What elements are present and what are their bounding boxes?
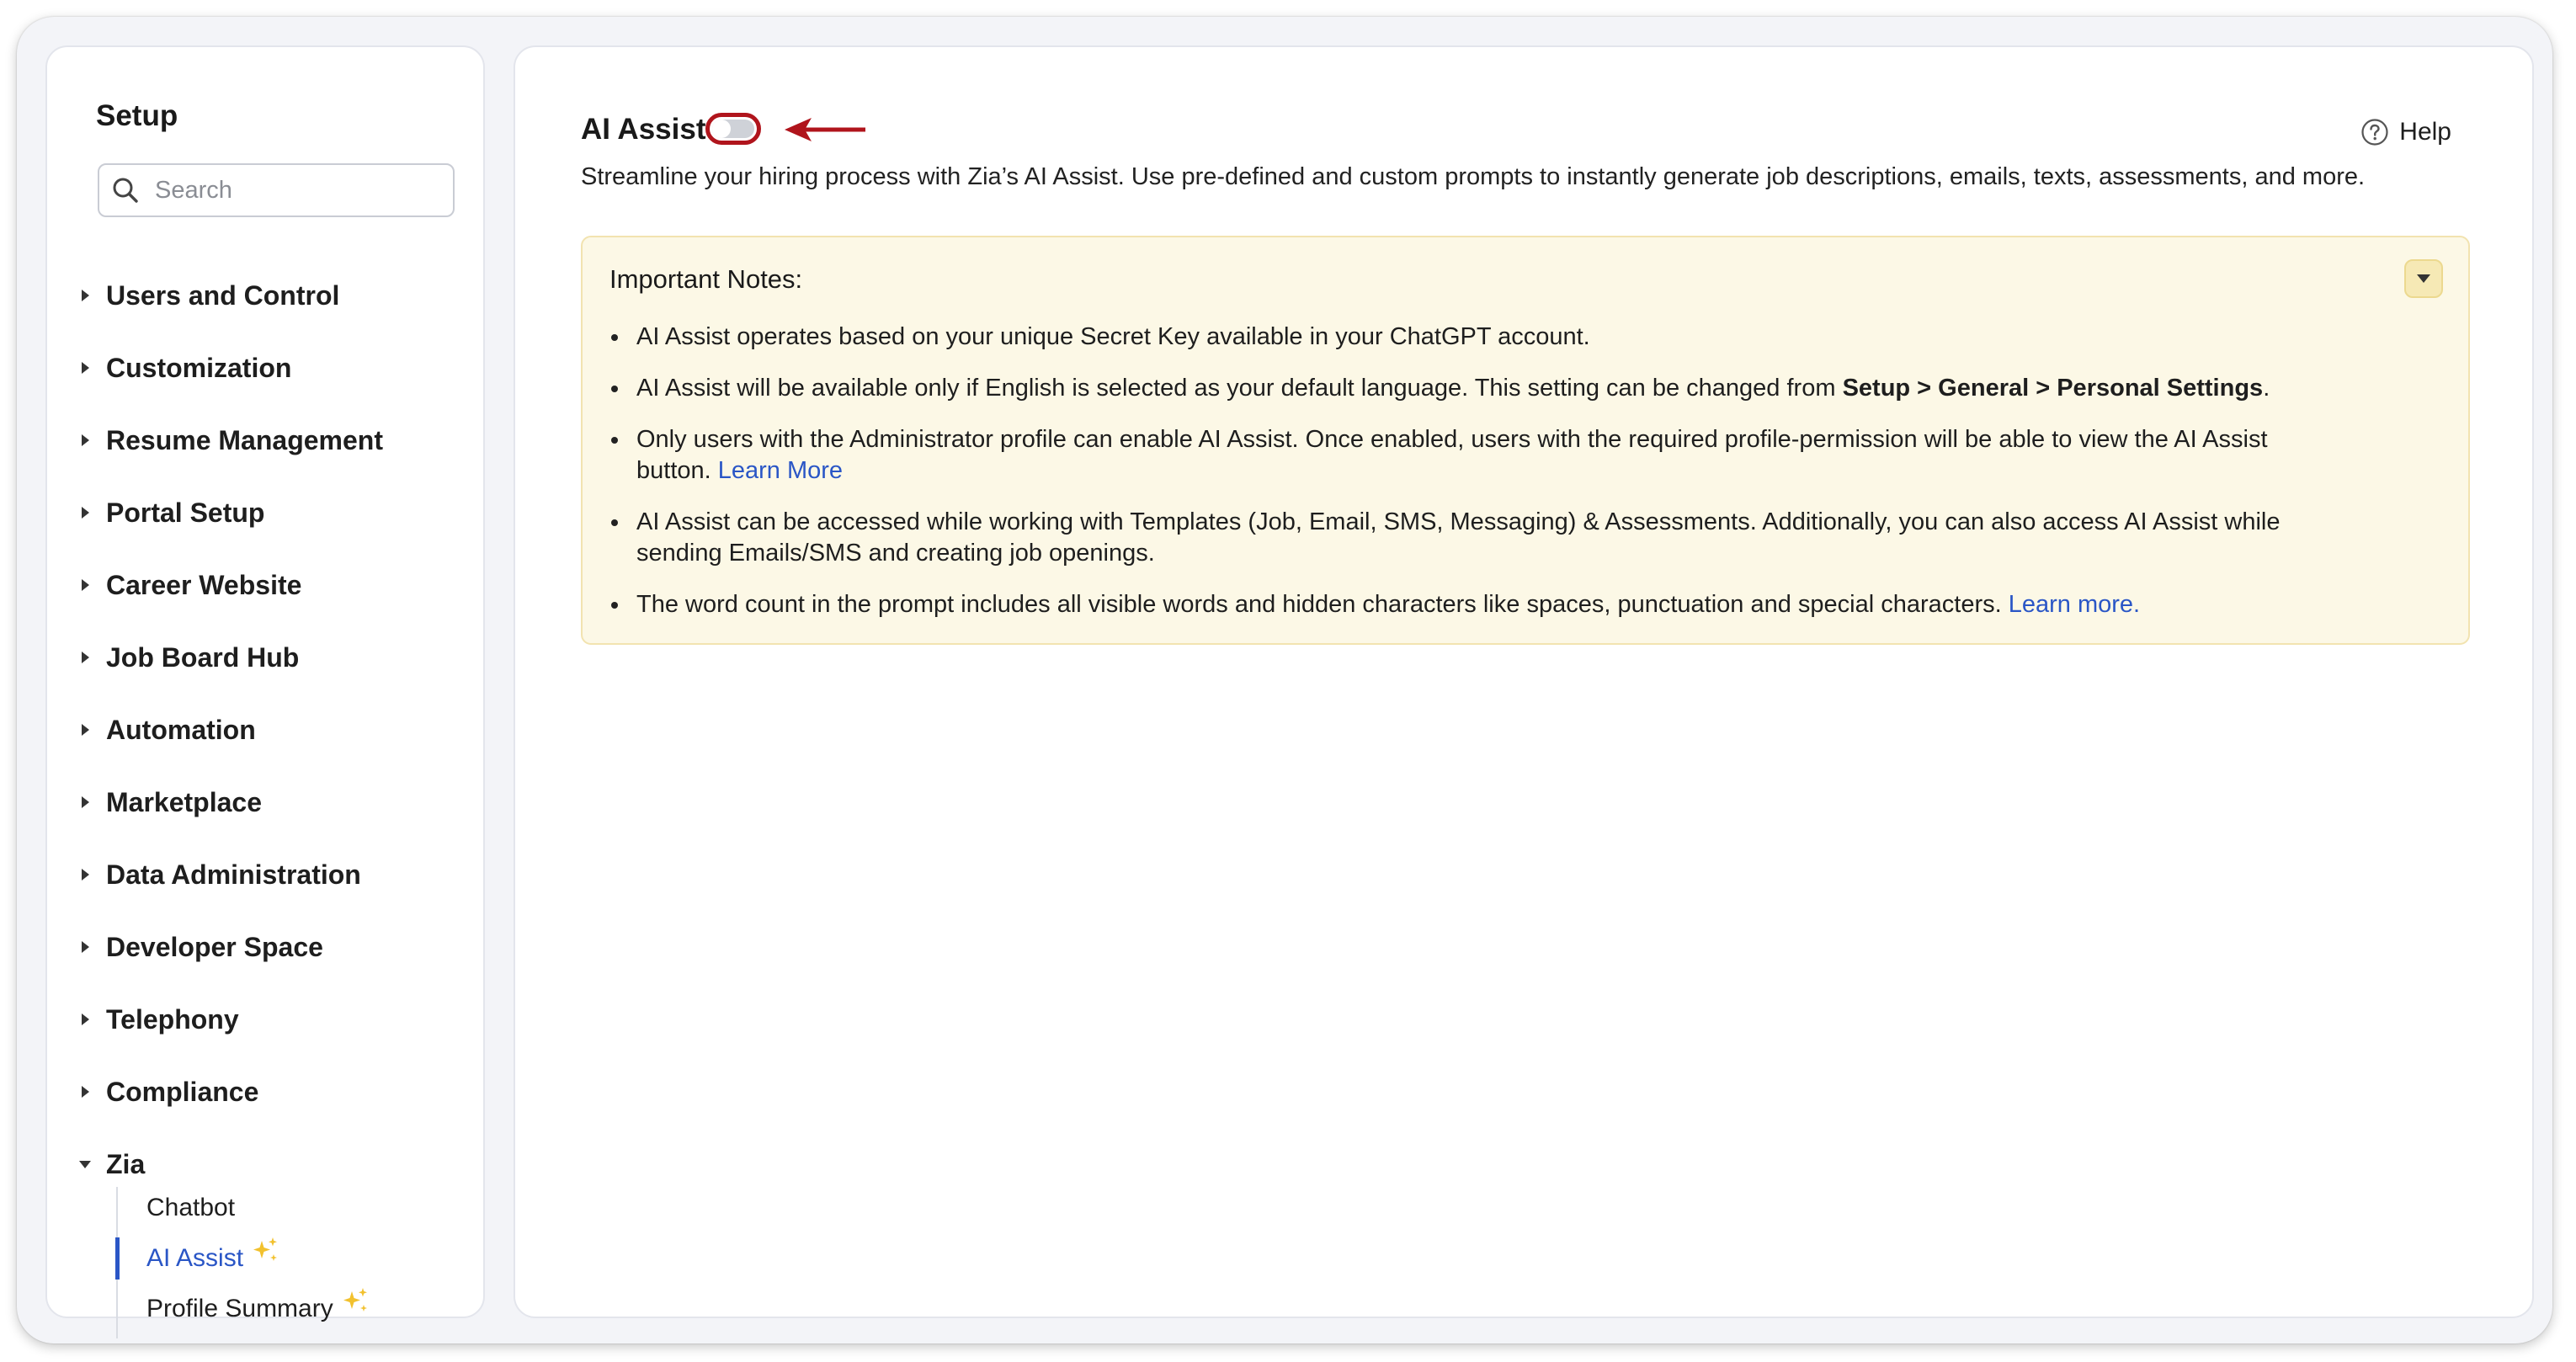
caret-right-icon [77,939,93,955]
sidebar-item-label: Developer Space [106,931,323,962]
annotation-arrow-icon [783,113,867,146]
search-input[interactable] [155,177,441,205]
sidebar-item-resume-management[interactable] [77,419,383,461]
sidebar-item-automation[interactable] [77,709,256,751]
caret-right-icon [77,722,93,737]
sidebar-item-job-board-hub[interactable] [77,636,299,678]
note-item: Only users with the Administrator profile can enable AI Assist. Once enabled, users with the required profile-permission will be able to view the AI Assist button. Learn More [636,424,2320,487]
note-item: AI Assist will be available only if English is selected as your default language. This setting can be changed from Setup > General > Personal Settings. [636,373,2320,404]
sidebar-item-developer-space[interactable] [77,926,323,968]
caret-right-icon [77,1084,93,1099]
caret-right-icon [77,360,93,375]
setup-sidebar [45,45,485,1322]
sidebar-item-telephony[interactable] [77,998,239,1040]
sidebar-item-label: Portal Setup [106,497,265,528]
chevron-down-icon [2417,274,2430,283]
search-icon [111,176,140,205]
caret-right-icon [77,288,93,303]
notes-collapse-button[interactable] [2404,259,2443,298]
sidebar-item-label: Automation [106,714,256,745]
sidebar-item-compliance[interactable] [77,1071,258,1113]
caret-right-icon [77,505,93,520]
sidebar-subitem-profile-summary[interactable] [118,1288,370,1330]
sidebar-item-label: Marketplace [106,786,262,817]
caret-right-icon [77,433,93,448]
important-notes-panel [581,236,2470,645]
page-title: AI Assist [581,113,706,146]
sidebar-title: Setup [96,99,178,132]
toggle-knob [712,120,731,138]
main-panel [514,45,2534,1318]
help-link[interactable] [2360,118,2451,146]
sidebar-subitem-ai-assist[interactable] [115,1237,280,1280]
sidebar-item-customization[interactable] [77,347,291,389]
note-item: AI Assist operates based on your unique Secret Key available in your ChatGPT account. [636,322,2320,353]
caret-right-icon [77,795,93,810]
search-box[interactable] [98,163,455,217]
help-label: Help [2399,118,2451,146]
sidebar-item-label: Zia [106,1148,146,1179]
note-item: AI Assist can be accessed while working with Templates (Job, Email, SMS, Messaging) & Assessments. Additionally, you can also access AI Assist while sending Emails/SMS and creating job openings. [636,507,2320,569]
sidebar-item-label: Customization [106,352,292,383]
sidebar-subitem-label: Chatbot [146,1194,236,1221]
sidebar-subitem-chatbot[interactable] [118,1187,235,1229]
learn-more-link[interactable]: Learn More [717,456,844,484]
page-description: Streamline your hiring process with Zia’s AI Assist. Use pre-defined and custom prompts to instantly generate job descriptions, emails, texts, assessments, and more. [581,163,2366,190]
sidebar-item-zia[interactable] [77,1143,145,1185]
settings-path: Setup > General > Personal Settings [1842,375,2264,402]
sidebar-item-data-administration[interactable] [77,854,361,896]
sidebar-item-portal-setup[interactable] [77,492,264,534]
caret-down-icon [77,1157,93,1172]
sidebar-item-label: Resume Management [106,424,383,455]
caret-right-icon [77,650,93,665]
ai-assist-toggle[interactable] [705,113,761,145]
sidebar-item-label: Career Website [106,569,302,600]
notes-title: Important Notes: [609,264,803,294]
sidebar-item-label: Compliance [106,1076,259,1107]
sidebar-item-label: Job Board Hub [106,641,300,673]
sidebar-item-marketplace[interactable] [77,781,262,823]
sidebar-item-career-website[interactable] [77,564,301,606]
help-icon [2360,118,2389,146]
caret-right-icon [77,1012,93,1027]
caret-right-icon [77,867,93,882]
sidebar-item-label: Data Administration [106,859,361,890]
zia-subnav [116,1187,386,1338]
sidebar-subitem-label: Profile Summary [146,1295,333,1322]
learn-more-link[interactable]: Learn more. [2008,591,2141,618]
sidebar-item-users-and-control[interactable] [77,274,339,317]
sidebar-item-label: Users and Control [106,279,340,311]
sparkle-icon [250,1236,280,1266]
caret-right-icon [77,577,93,593]
sidebar-item-label: Telephony [106,1003,239,1035]
sparkle-icon [340,1286,370,1317]
note-item: The word count in the prompt includes all visible words and hidden characters like spaces, punctuation and special characters. Learn more. [636,589,2404,620]
sidebar-subitem-label: AI Assist [146,1244,244,1272]
